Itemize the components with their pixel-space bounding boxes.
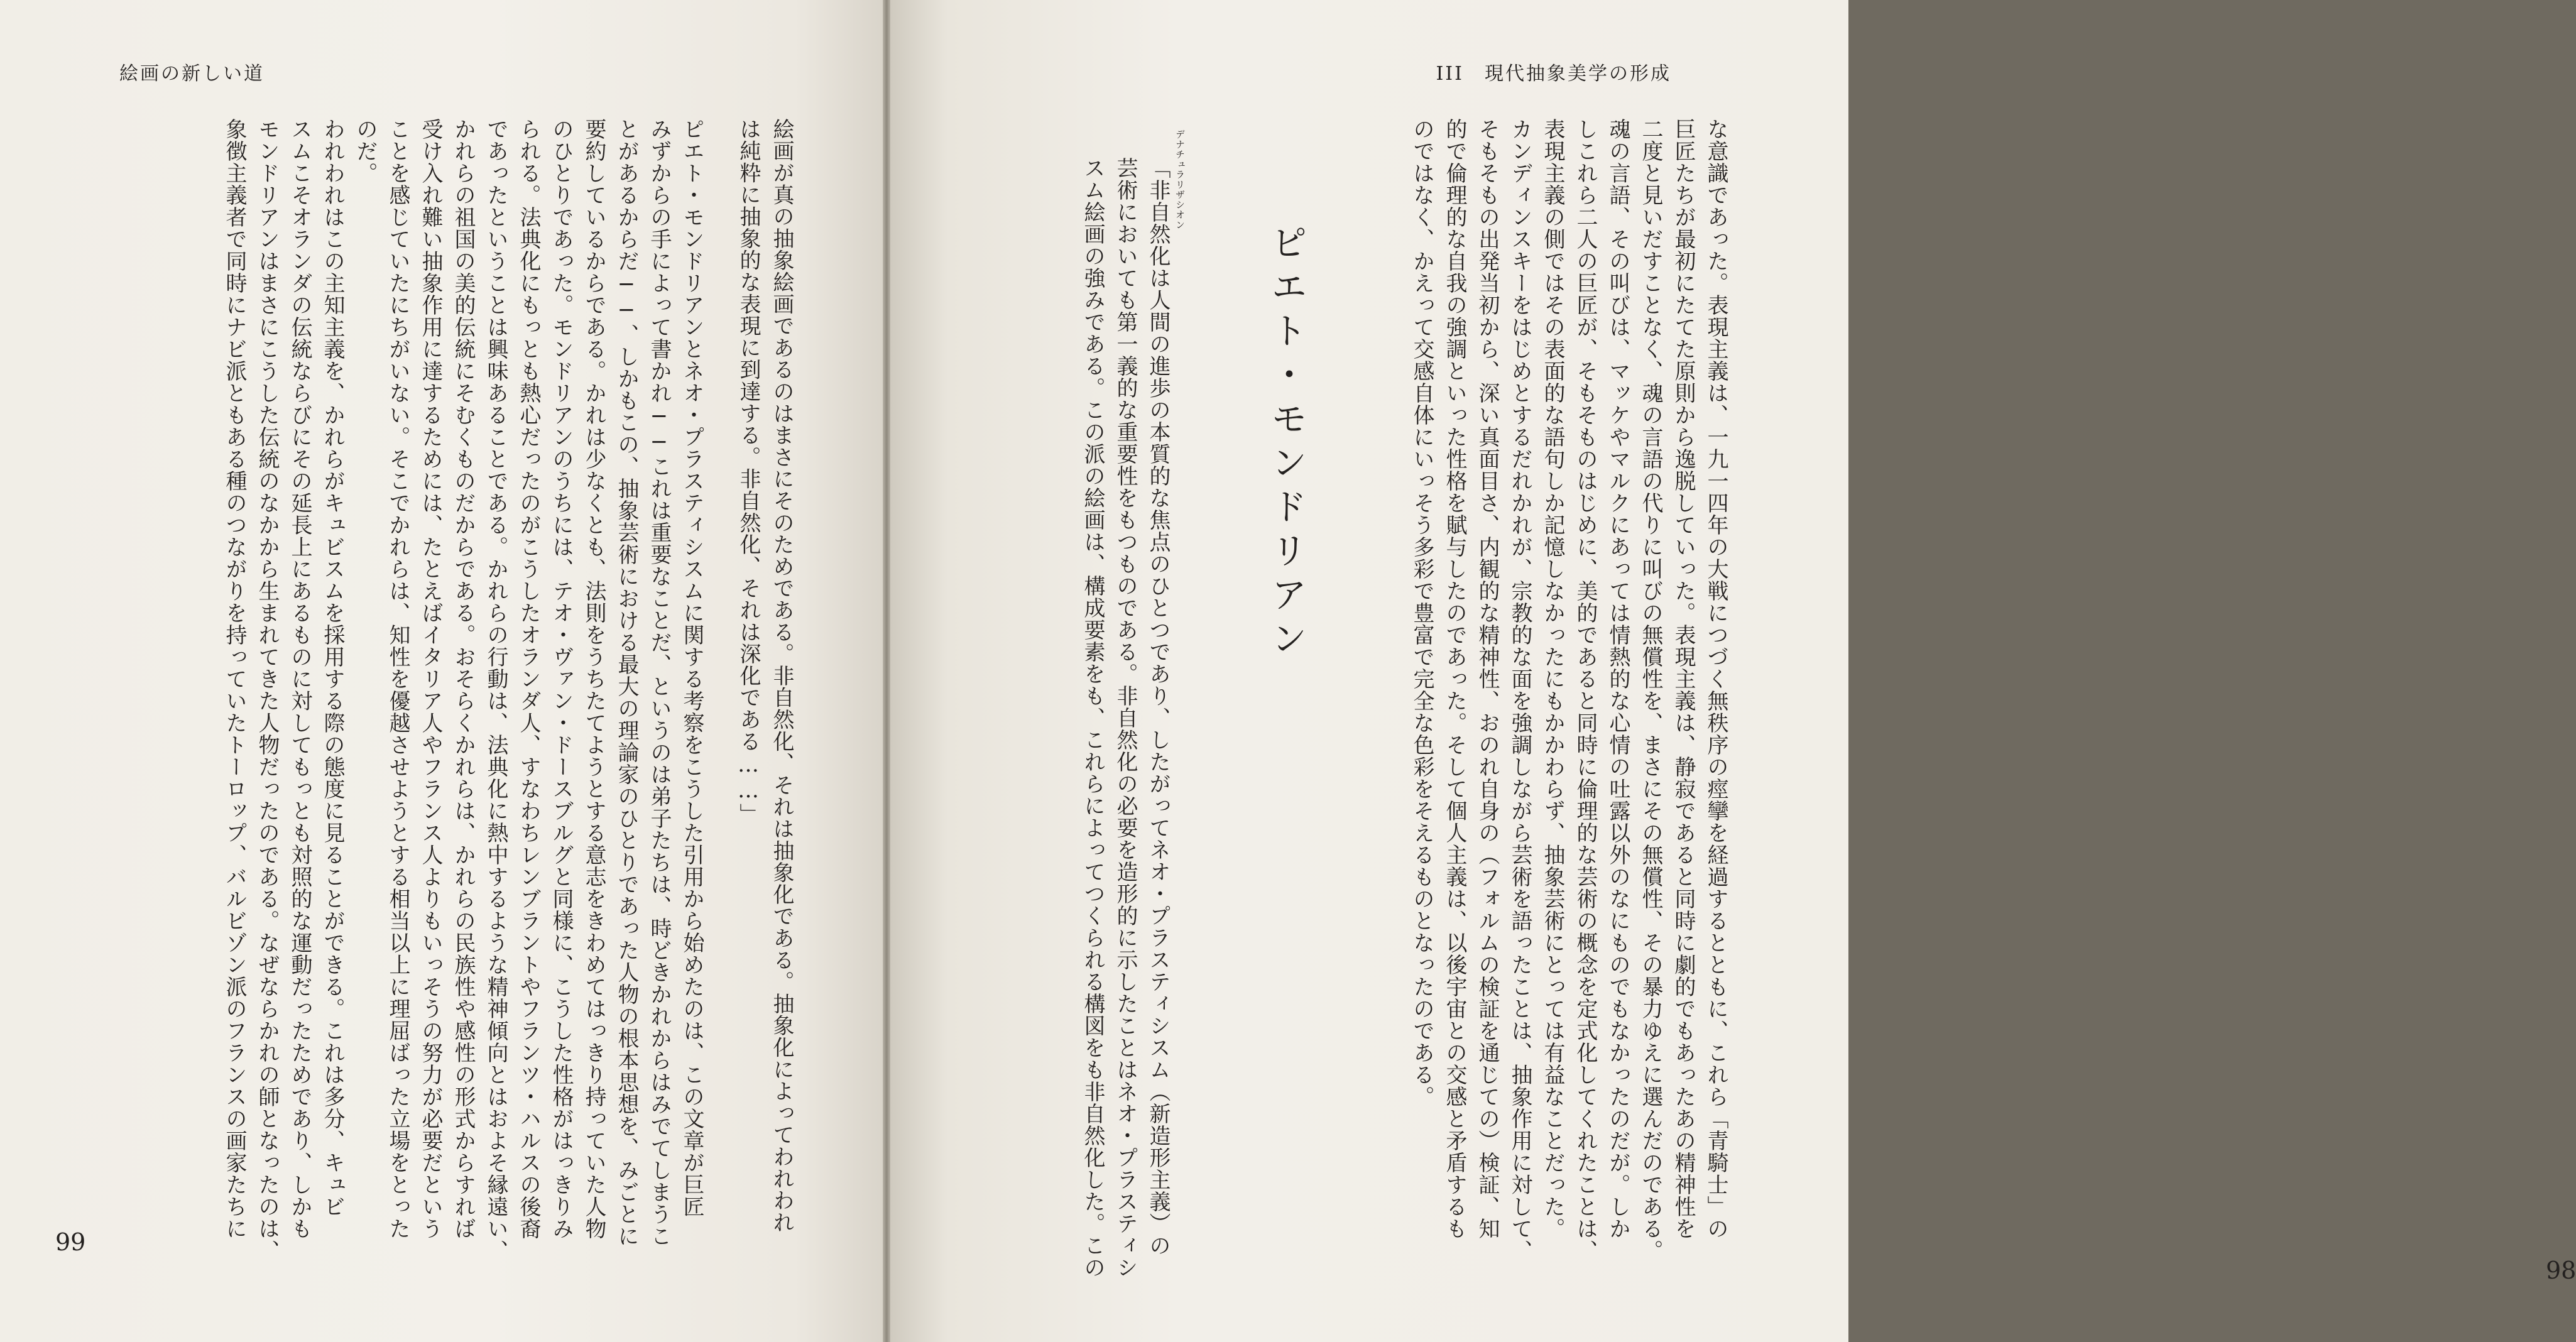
body-line: ことを感じていたにちがいない。そこでかれらは、知性を優越させようとする相当以上に理屈ばった立場をとった xyxy=(385,118,410,1240)
page-number-right: 98 xyxy=(2546,1257,2576,1284)
section-line: 「非自然化は人間の進歩の本質的な焦点のひとつであり、したがってネオ・プラスティシスム（新造形主義）の xyxy=(1145,157,1171,1257)
body-line: 巨匠たちが最初にたてた原則から逸脱していった。表現主義は、静寂であると同時に劇的でもあったあの精神性を xyxy=(1671,118,1696,1240)
body-line: のだ。 xyxy=(352,118,378,184)
body-line: な意識であった。表現主義は、一九一四年の大戦につづく無秩序の痙攣を経過するとともに、これら「青騎士」の xyxy=(1703,118,1728,1240)
page-number-left: 99 xyxy=(55,1228,86,1256)
ruby-annotation: デナチュラリザシオン xyxy=(1174,129,1186,230)
section-line: 芸術においても第一義的な重要性をもつものである。非自然化の必要を造形的に示したことはネオ・プラスティシ xyxy=(1113,157,1138,1279)
running-head-left: 絵画の新しい道 xyxy=(119,63,265,85)
right-page xyxy=(890,0,2576,1342)
quote-line: 絵画が真の抽象絵画であるのはまさにそのためである。非自然化、それは抽象化である。抽象化によってわれわれ xyxy=(769,118,794,1233)
body-line: 象徴主義者で同時にナビ派ともある種のつながりを持っていたトーロップ、バルビゾン派のフランスの画家たちに xyxy=(222,118,247,1240)
body-line: みずからの手によって書かれ──これは重要なことだ、というのは弟子たちは、時どきかれからはみでてしまうこ xyxy=(647,118,672,1247)
body-line: られる。法典化にもっとも熱心だったのがこうしたオランダ人、すなわちレンブラントやフランツ・ハルスの後裔 xyxy=(516,118,541,1240)
body-line: のではなく、かえって交感自体にいっそう多彩で豊富で完全な色彩をそえるものとなったのである。 xyxy=(1409,118,1434,1108)
body-line: であったということは興味あることである。かれらの行動は、法典化に熱中するような精神傾向とはおよそ縁遠い、 xyxy=(483,118,508,1262)
body-line: モンドリアンはまさにこうした伝統のなかから生まれてきた人物だったのである。なぜならかれの師となったのは、 xyxy=(254,118,280,1262)
body-line: スムこそオランダの伝統ならびにその延長上にあるものに対してもっとも対照的な運動だったためであり、しかも xyxy=(287,118,312,1240)
body-line: 魂の言語、その叫びは、マッケやマルクにあっては情熱的な心情の吐露以外のなにものでもなかったのだが。しか xyxy=(1605,118,1630,1240)
body-line: 受け入れ難い抽象作用に達するためには、たとえばイタリア人やフランス人よりもいっそうの努力が必要だという xyxy=(418,118,443,1240)
section-line: スム絵画の強みである。この派の絵画は、構成要素をも、これらによってつくられる構図をも非自然化した。この xyxy=(1080,157,1105,1279)
body-line: 二度と見いだすことなく、魂の言語の代りに叫びの無償性を、まさにその無償性、その暴力ゆえに選んだのである。 xyxy=(1638,118,1663,1262)
body-line: 要約しているからである。かれは少なくとも、法則をうちたてようとする意志をきわめてはっきり持っていた人物 xyxy=(581,118,606,1240)
body-line: 的で倫理的な自我の強調といった性格を賦与したのであった。そして個人主義は、以後宇宙との交感と矛盾するも xyxy=(1442,118,1467,1240)
body-line: 表現主義の側ではその表面的な語句しか記憶しなかったにもかかわらず、抽象芸術にとっては有益なことだった。 xyxy=(1540,118,1565,1240)
left-page xyxy=(0,0,883,1342)
body-line: われわれはこの主知主義を、かれらがキュビスムを採用する際の態度に見ることができる。これは多分、キュビ xyxy=(320,118,345,1218)
quote-line: は純粋に抽象的な表現に到達する。非自然化、それは深化である……」 xyxy=(736,118,761,826)
running-head-right: III 現代抽象美学の形成 xyxy=(1436,63,1671,85)
body-line: そもそもの出発当初から、深い真面目さ、内観的な精神性、おのれ自身の（フォルムの検証を通じての）検証、知 xyxy=(1475,118,1500,1240)
body-line: ピエト・モンドリアンとネオ・プラスティシスムに関する考察をこうした引用から始めたのは、この文章が巨匠 xyxy=(679,118,704,1218)
section-heading: ピエト・モンドリアン xyxy=(1265,224,1307,663)
body-line: しこれら二人の巨匠が、そもそものはじめに、美的であると同時に倫理的な芸術の概念を定式化してくれたことは、 xyxy=(1573,118,1598,1262)
book-gutter xyxy=(883,0,890,1342)
body-line: カンディンスキーをはじめとするだれかれが、宗教的な面を強調しながら芸術を語ったことは、抽象作用に対して、 xyxy=(1507,118,1532,1262)
body-line: のひとりであった。モンドリアンのうちには、テオ・ヴァン・ドースブルグと同様に、こうした性格がはっきりみ xyxy=(548,118,574,1240)
body-line: とがあるからだ──、しかもこの、抽象芸術における最大の理論家のひとりであった人物の根本思想を、みごとに xyxy=(614,118,639,1247)
body-line: かれらの祖国の美的伝統にそむくものだからである。おそらくかれらは、かれらの民族性や感性の形式からすれば xyxy=(450,118,476,1240)
